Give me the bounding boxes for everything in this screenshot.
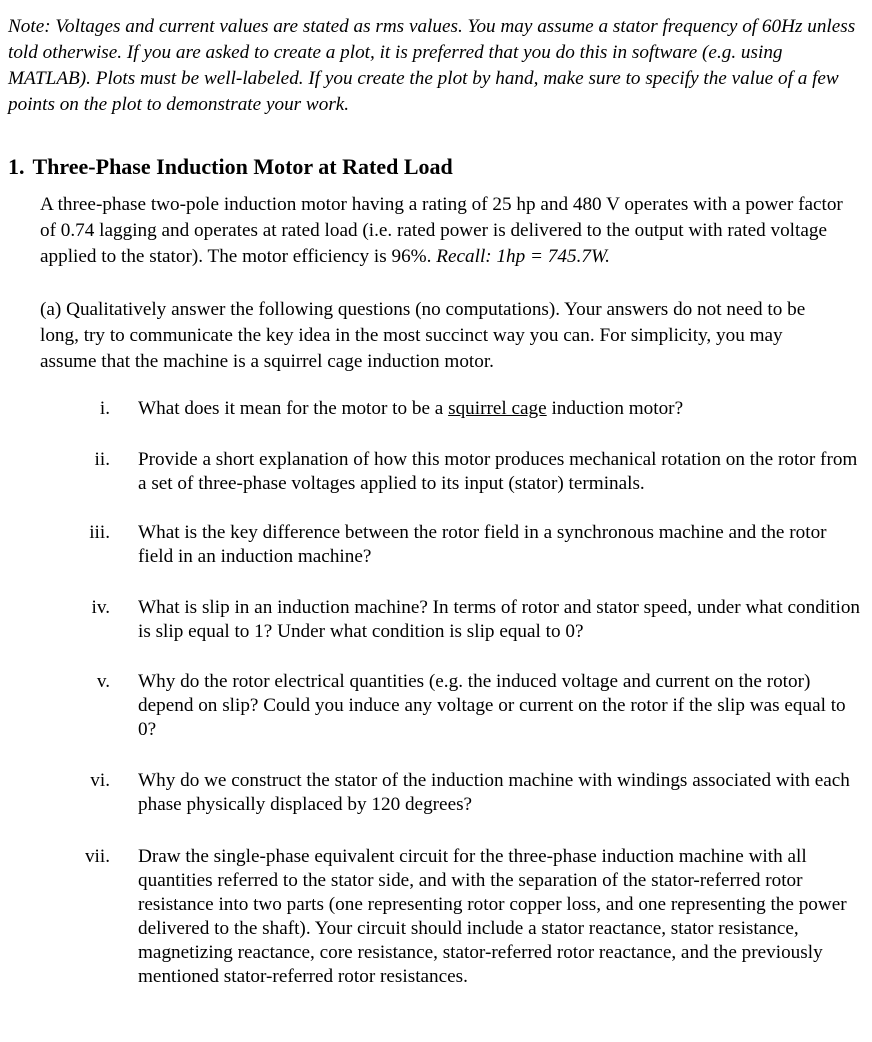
section-title-text: Three-Phase Induction Motor at Rated Load [32,154,453,179]
part-a-label: (a) [40,299,62,320]
part-a-text: Qualitatively answer the following questions (no computations). Your answers do not need to be long, try to communicate the key idea in the most succinct way you can. For simplicity, you may assume that the machine is a squirrel cage induction motor. [40,299,806,372]
question-text-part: induction motor? [546,398,684,419]
question-text [138,397,860,421]
section-number: 1. [8,154,25,179]
question-number: vii. [84,846,110,867]
question-text: Draw the single-phase equivalent circuit for the three-phase induction machine with all quantities referred to the stator side, and with the separation of the stator-referred rotor resistance into two parts (one representing rotor copper loss, and one representing the power delivered to the shaft). Your circuit should include a stator reactance, stator resistance, magnetizing reactance, core resistance, stator-referred rotor reactance, and the previously mentioned stator-referred rotor resistances. [138,846,847,987]
question-text-part: What does it mean for the motor to be a [138,398,449,419]
intro-paragraph [40,192,860,270]
question-number: iv. [91,597,110,618]
section-title [8,153,453,181]
question-number: v. [96,671,110,692]
squirrel-cage-term: squirrel cage [448,398,547,419]
question-text: Provide a short explanation of how this motor produces mechanical rotation on the rotor from a set of three-phase voltages applied to its input (stator) terminals. [138,449,858,494]
note-paragraph: Note: Voltages and current values are stated as rms values. You may assume a stator frequency of 60Hz unless told otherwise. If you are asked to create a plot, it is preferred that you do this in software (e.g. using MATLAB). Plots must be well-labeled. If you create the plot by hand, make sure to specify the value of a few points on the plot to demonstrate your work. [8,16,856,115]
question-text: Why do we construct the stator of the induction machine with windings associated with each phase physically displaced by 120 degrees? [138,770,850,815]
question-text: What is the key difference between the rotor field in a synchronous machine and the rotor field in an induction machine? [138,522,827,567]
question-number: i. [99,398,110,419]
question-number: iii. [89,522,110,543]
part-a-paragraph [40,297,840,375]
intro-text: A three-phase two-pole induction motor having a rating of 25 hp and 480 V operates with a power factor of 0.74 lagging and operates at rated load (i.e. rated power is delivered to the output with rated voltage applied to the stator). The motor efficiency is 96%. [40,194,843,267]
question-text: What is slip in an induction machine? In terms of rotor and stator speed, under what condition is slip equal to 1? Under what condition is slip equal to 0? [138,597,861,642]
question-text: Why do the rotor electrical quantities (e.g. the induced voltage and current on the rotor) depend on slip? Could you induce any voltage or current on the rotor if the slip was equal to 0? [138,671,846,740]
recall-text: Recall: 1hp = 745.7W. [436,246,610,267]
question-number: ii. [94,449,110,470]
question-number: vi. [90,770,110,791]
